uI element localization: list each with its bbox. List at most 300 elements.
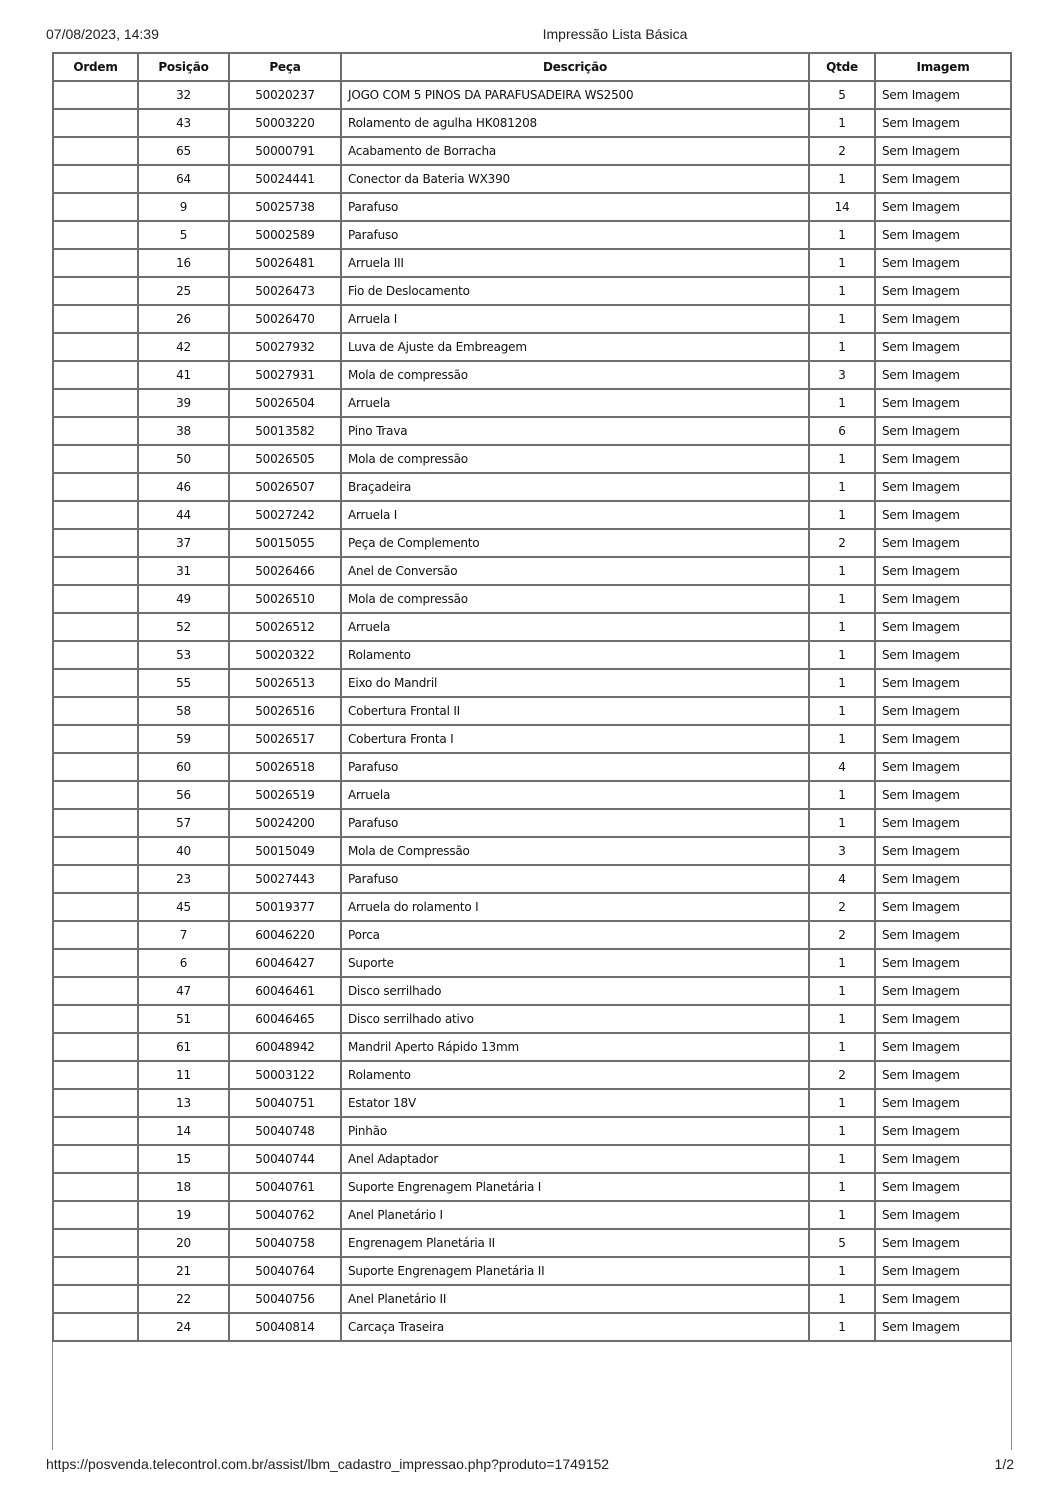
cell-imagem: Sem Imagem xyxy=(875,753,1011,781)
table-row xyxy=(53,333,1011,361)
cell-posicao: 42 xyxy=(138,333,229,361)
cell-imagem: Sem Imagem xyxy=(875,417,1011,445)
cell-imagem: Sem Imagem xyxy=(875,1145,1011,1173)
cell-peca: 50020237 xyxy=(229,81,341,109)
page-title-text: Impressão Lista Básica xyxy=(542,26,688,42)
cell-ordem xyxy=(53,249,138,277)
cell-peca: 50026470 xyxy=(229,305,341,333)
table-row xyxy=(53,921,1011,949)
cell-imagem: Sem Imagem xyxy=(875,697,1011,725)
parts-table xyxy=(52,52,1012,1342)
table-row xyxy=(53,753,1011,781)
cell-ordem xyxy=(53,949,138,977)
table-row xyxy=(53,781,1011,809)
cell-descricao: Luva de Ajuste da Embreagem xyxy=(341,333,809,361)
cell-ordem xyxy=(53,333,138,361)
cell-ordem xyxy=(53,753,138,781)
cell-imagem: Sem Imagem xyxy=(875,1061,1011,1089)
cell-qtde: 5 xyxy=(809,1229,875,1257)
cell-imagem: Sem Imagem xyxy=(875,137,1011,165)
cell-peca: 50025738 xyxy=(229,193,341,221)
cell-descricao: Arruela do rolamento I xyxy=(341,893,809,921)
cell-qtde: 6 xyxy=(809,417,875,445)
cell-ordem xyxy=(53,1201,138,1229)
cell-posicao: 52 xyxy=(138,613,229,641)
cell-qtde: 1 xyxy=(809,781,875,809)
cell-posicao: 43 xyxy=(138,109,229,137)
column-header-imagem: Imagem xyxy=(875,53,1011,81)
cell-ordem xyxy=(53,921,138,949)
cell-ordem xyxy=(53,641,138,669)
cell-qtde: 2 xyxy=(809,893,875,921)
cell-qtde: 2 xyxy=(809,1061,875,1089)
cell-peca: 50026519 xyxy=(229,781,341,809)
cell-ordem xyxy=(53,417,138,445)
cell-descricao: Engrenagem Planetária II xyxy=(341,1229,809,1257)
cell-qtde: 1 xyxy=(809,305,875,333)
table-row xyxy=(53,1285,1011,1313)
cell-posicao: 37 xyxy=(138,529,229,557)
cell-posicao: 13 xyxy=(138,1089,229,1117)
column-header-qtde: Qtde xyxy=(809,53,875,81)
column-header-ordem: Ordem xyxy=(53,53,138,81)
table-row xyxy=(53,109,1011,137)
cell-qtde: 1 xyxy=(809,1313,875,1341)
cell-imagem: Sem Imagem xyxy=(875,781,1011,809)
cell-peca: 60046220 xyxy=(229,921,341,949)
cell-posicao: 64 xyxy=(138,165,229,193)
table-row xyxy=(53,669,1011,697)
cell-imagem: Sem Imagem xyxy=(875,809,1011,837)
cell-imagem: Sem Imagem xyxy=(875,865,1011,893)
cell-ordem xyxy=(53,277,138,305)
cell-ordem xyxy=(53,1117,138,1145)
table-row xyxy=(53,445,1011,473)
cell-imagem: Sem Imagem xyxy=(875,109,1011,137)
cell-ordem xyxy=(53,1313,138,1341)
cell-descricao: Anel de Conversão xyxy=(341,557,809,585)
cell-qtde: 1 xyxy=(809,949,875,977)
cell-ordem xyxy=(53,305,138,333)
cell-posicao: 18 xyxy=(138,1173,229,1201)
page-number: 1/2 xyxy=(994,1456,1014,1472)
cell-imagem: Sem Imagem xyxy=(875,949,1011,977)
cell-posicao: 21 xyxy=(138,1257,229,1285)
cell-descricao: Parafuso xyxy=(341,753,809,781)
table-row xyxy=(53,977,1011,1005)
cell-peca: 60046461 xyxy=(229,977,341,1005)
cell-descricao: Fio de Deslocamento xyxy=(341,277,809,305)
cell-posicao: 56 xyxy=(138,781,229,809)
cell-descricao: Arruela I xyxy=(341,501,809,529)
cell-qtde: 1 xyxy=(809,249,875,277)
cell-imagem: Sem Imagem xyxy=(875,501,1011,529)
cell-posicao: 24 xyxy=(138,1313,229,1341)
cell-posicao: 47 xyxy=(138,977,229,1005)
cell-qtde: 2 xyxy=(809,529,875,557)
cell-posicao: 39 xyxy=(138,389,229,417)
cell-peca: 50026513 xyxy=(229,669,341,697)
table-row xyxy=(53,389,1011,417)
cell-posicao: 14 xyxy=(138,1117,229,1145)
cell-descricao: Parafuso xyxy=(341,865,809,893)
cell-qtde: 3 xyxy=(809,361,875,389)
table-row xyxy=(53,1033,1011,1061)
cell-descricao: Estator 18V xyxy=(341,1089,809,1117)
cell-peca: 50013582 xyxy=(229,417,341,445)
cell-descricao: Anel Adaptador xyxy=(341,1145,809,1173)
cell-qtde: 1 xyxy=(809,1117,875,1145)
cell-ordem xyxy=(53,473,138,501)
cell-posicao: 60 xyxy=(138,753,229,781)
cell-qtde: 14 xyxy=(809,193,875,221)
cell-qtde: 1 xyxy=(809,109,875,137)
cell-imagem: Sem Imagem xyxy=(875,333,1011,361)
cell-ordem xyxy=(53,613,138,641)
cell-posicao: 53 xyxy=(138,641,229,669)
cell-peca: 60046427 xyxy=(229,949,341,977)
cell-peca: 50003220 xyxy=(229,109,341,137)
cell-peca: 50026517 xyxy=(229,725,341,753)
table-row xyxy=(53,1089,1011,1117)
table-row xyxy=(53,165,1011,193)
cell-qtde: 1 xyxy=(809,1005,875,1033)
cell-qtde: 1 xyxy=(809,1033,875,1061)
cell-peca: 60046465 xyxy=(229,1005,341,1033)
cell-posicao: 31 xyxy=(138,557,229,585)
cell-peca: 50040764 xyxy=(229,1257,341,1285)
cell-peca: 50027931 xyxy=(229,361,341,389)
cell-imagem: Sem Imagem xyxy=(875,193,1011,221)
cell-ordem xyxy=(53,221,138,249)
table-row xyxy=(53,865,1011,893)
cell-qtde: 4 xyxy=(809,753,875,781)
cell-imagem: Sem Imagem xyxy=(875,277,1011,305)
cell-ordem xyxy=(53,585,138,613)
cell-qtde: 4 xyxy=(809,865,875,893)
table-row xyxy=(53,529,1011,557)
cell-descricao: Carcaça Traseira xyxy=(341,1313,809,1341)
cell-imagem: Sem Imagem xyxy=(875,1229,1011,1257)
cell-ordem xyxy=(53,1257,138,1285)
cell-imagem: Sem Imagem xyxy=(875,921,1011,949)
cell-qtde: 1 xyxy=(809,613,875,641)
cell-posicao: 25 xyxy=(138,277,229,305)
table-row xyxy=(53,81,1011,109)
cell-peca: 50027443 xyxy=(229,865,341,893)
cell-peca: 50015055 xyxy=(229,529,341,557)
cell-ordem xyxy=(53,193,138,221)
cell-qtde: 2 xyxy=(809,921,875,949)
cell-peca: 50040744 xyxy=(229,1145,341,1173)
cell-descricao: Parafuso xyxy=(341,809,809,837)
cell-descricao: Arruela III xyxy=(341,249,809,277)
cell-peca: 60048942 xyxy=(229,1033,341,1061)
cell-peca: 50026466 xyxy=(229,557,341,585)
cell-peca: 50040761 xyxy=(229,1173,341,1201)
table-row xyxy=(53,249,1011,277)
cell-posicao: 19 xyxy=(138,1201,229,1229)
cell-imagem: Sem Imagem xyxy=(875,1173,1011,1201)
cell-descricao: Disco serrilhado ativo xyxy=(341,1005,809,1033)
cell-descricao: Peça de Complemento xyxy=(341,529,809,557)
cell-descricao: Suporte Engrenagem Planetária II xyxy=(341,1257,809,1285)
cell-ordem xyxy=(53,361,138,389)
cell-imagem: Sem Imagem xyxy=(875,529,1011,557)
cell-posicao: 45 xyxy=(138,893,229,921)
table-row xyxy=(53,417,1011,445)
cell-descricao: Suporte xyxy=(341,949,809,977)
table-row xyxy=(53,305,1011,333)
cell-qtde: 1 xyxy=(809,1201,875,1229)
cell-descricao: JOGO COM 5 PINOS DA PARAFUSADEIRA WS2500 xyxy=(341,81,809,109)
table-row xyxy=(53,1229,1011,1257)
cell-imagem: Sem Imagem xyxy=(875,1285,1011,1313)
cell-ordem xyxy=(53,669,138,697)
cell-descricao: Mandril Aperto Rápido 13mm xyxy=(341,1033,809,1061)
cell-imagem: Sem Imagem xyxy=(875,361,1011,389)
cell-descricao: Mola de compressão xyxy=(341,585,809,613)
cell-posicao: 23 xyxy=(138,865,229,893)
cell-ordem xyxy=(53,165,138,193)
cell-descricao: Porca xyxy=(341,921,809,949)
table-row xyxy=(53,1313,1011,1341)
cell-ordem xyxy=(53,809,138,837)
cell-descricao: Cobertura Fronta I xyxy=(341,725,809,753)
cell-imagem: Sem Imagem xyxy=(875,1257,1011,1285)
cell-posicao: 57 xyxy=(138,809,229,837)
cell-peca: 50019377 xyxy=(229,893,341,921)
cell-descricao: Parafuso xyxy=(341,193,809,221)
cell-descricao: Anel Planetário II xyxy=(341,1285,809,1313)
cell-peca: 50027932 xyxy=(229,333,341,361)
column-header-descricao: Descrição xyxy=(341,53,809,81)
cell-descricao: Arruela I xyxy=(341,305,809,333)
cell-peca: 50040751 xyxy=(229,1089,341,1117)
cell-qtde: 1 xyxy=(809,697,875,725)
cell-qtde: 1 xyxy=(809,1145,875,1173)
cell-ordem xyxy=(53,837,138,865)
table-row xyxy=(53,193,1011,221)
cell-peca: 50040762 xyxy=(229,1201,341,1229)
cell-peca: 50040756 xyxy=(229,1285,341,1313)
cell-qtde: 1 xyxy=(809,165,875,193)
cell-posicao: 38 xyxy=(138,417,229,445)
cell-ordem xyxy=(53,1061,138,1089)
cell-ordem xyxy=(53,1005,138,1033)
cell-imagem: Sem Imagem xyxy=(875,249,1011,277)
cell-ordem xyxy=(53,501,138,529)
cell-posicao: 50 xyxy=(138,445,229,473)
cell-ordem xyxy=(53,529,138,557)
cell-descricao: Arruela xyxy=(341,781,809,809)
cell-posicao: 5 xyxy=(138,221,229,249)
table-header-row xyxy=(53,53,1011,81)
cell-imagem: Sem Imagem xyxy=(875,893,1011,921)
table-row xyxy=(53,1145,1011,1173)
cell-qtde: 1 xyxy=(809,977,875,1005)
cell-ordem xyxy=(53,1089,138,1117)
cell-imagem: Sem Imagem xyxy=(875,669,1011,697)
page-url: https://posvenda.telecontrol.com.br/assist/lbm_cadastro_impressao.php?produto=1749152 xyxy=(46,1456,610,1472)
table-row xyxy=(53,1005,1011,1033)
column-header-peca: Peça xyxy=(229,53,341,81)
cell-descricao: Pinhão xyxy=(341,1117,809,1145)
cell-ordem xyxy=(53,445,138,473)
cell-ordem xyxy=(53,1145,138,1173)
cell-imagem: Sem Imagem xyxy=(875,389,1011,417)
table-row xyxy=(53,361,1011,389)
cell-descricao: Cobertura Frontal II xyxy=(341,697,809,725)
cell-descricao: Suporte Engrenagem Planetária I xyxy=(341,1173,809,1201)
cell-peca: 50000791 xyxy=(229,137,341,165)
cell-imagem: Sem Imagem xyxy=(875,725,1011,753)
cell-posicao: 16 xyxy=(138,249,229,277)
cell-qtde: 1 xyxy=(809,1089,875,1117)
cell-descricao: Mola de Compressão xyxy=(341,837,809,865)
cell-qtde: 1 xyxy=(809,725,875,753)
cell-descricao: Anel Planetário I xyxy=(341,1201,809,1229)
cell-posicao: 6 xyxy=(138,949,229,977)
cell-ordem xyxy=(53,893,138,921)
cell-imagem: Sem Imagem xyxy=(875,221,1011,249)
cell-posicao: 46 xyxy=(138,473,229,501)
cell-descricao: Rolamento xyxy=(341,641,809,669)
cell-peca: 50026481 xyxy=(229,249,341,277)
cell-descricao: Mola de compressão xyxy=(341,361,809,389)
table-row xyxy=(53,837,1011,865)
cell-descricao: Arruela xyxy=(341,613,809,641)
cell-imagem: Sem Imagem xyxy=(875,1005,1011,1033)
cell-qtde: 3 xyxy=(809,837,875,865)
cell-peca: 50040758 xyxy=(229,1229,341,1257)
cell-descricao: Rolamento xyxy=(341,1061,809,1089)
table-row xyxy=(53,809,1011,837)
cell-imagem: Sem Imagem xyxy=(875,557,1011,585)
cell-qtde: 5 xyxy=(809,81,875,109)
cell-qtde: 1 xyxy=(809,641,875,669)
cell-descricao: Disco serrilhado xyxy=(341,977,809,1005)
cell-imagem: Sem Imagem xyxy=(875,837,1011,865)
table-row xyxy=(53,473,1011,501)
cell-posicao: 51 xyxy=(138,1005,229,1033)
cell-ordem xyxy=(53,137,138,165)
cell-peca: 50027242 xyxy=(229,501,341,529)
cell-imagem: Sem Imagem xyxy=(875,585,1011,613)
cell-peca: 50020322 xyxy=(229,641,341,669)
cell-qtde: 1 xyxy=(809,1257,875,1285)
cell-qtde: 1 xyxy=(809,1173,875,1201)
cell-qtde: 1 xyxy=(809,501,875,529)
cell-ordem xyxy=(53,1285,138,1313)
cell-peca: 50026512 xyxy=(229,613,341,641)
cell-peca: 50002589 xyxy=(229,221,341,249)
cell-imagem: Sem Imagem xyxy=(875,1033,1011,1061)
cell-posicao: 26 xyxy=(138,305,229,333)
cell-imagem: Sem Imagem xyxy=(875,1117,1011,1145)
cell-ordem xyxy=(53,977,138,1005)
cell-peca: 50040748 xyxy=(229,1117,341,1145)
cell-peca: 50026510 xyxy=(229,585,341,613)
cell-descricao: Arruela xyxy=(341,389,809,417)
parts-table-body xyxy=(53,81,1011,1341)
cell-imagem: Sem Imagem xyxy=(875,977,1011,1005)
cell-ordem xyxy=(53,1229,138,1257)
cell-posicao: 22 xyxy=(138,1285,229,1313)
cell-descricao: Mola de compressão xyxy=(341,445,809,473)
cell-imagem: Sem Imagem xyxy=(875,1089,1011,1117)
cell-peca: 50040814 xyxy=(229,1313,341,1341)
cell-imagem: Sem Imagem xyxy=(875,641,1011,669)
table-row xyxy=(53,893,1011,921)
cell-qtde: 1 xyxy=(809,221,875,249)
cell-imagem: Sem Imagem xyxy=(875,81,1011,109)
cell-descricao: Eixo do Mandril xyxy=(341,669,809,697)
cell-peca: 50015049 xyxy=(229,837,341,865)
cell-qtde: 1 xyxy=(809,669,875,697)
cell-qtde: 1 xyxy=(809,473,875,501)
cell-peca: 50003122 xyxy=(229,1061,341,1089)
cell-ordem xyxy=(53,781,138,809)
cell-posicao: 7 xyxy=(138,921,229,949)
table-row xyxy=(53,501,1011,529)
cell-qtde: 1 xyxy=(809,389,875,417)
cell-imagem: Sem Imagem xyxy=(875,445,1011,473)
table-row xyxy=(53,1173,1011,1201)
cell-ordem xyxy=(53,865,138,893)
table-row xyxy=(53,1201,1011,1229)
cell-posicao: 32 xyxy=(138,81,229,109)
cell-posicao: 49 xyxy=(138,585,229,613)
table-row xyxy=(53,221,1011,249)
cell-peca: 50026504 xyxy=(229,389,341,417)
cell-posicao: 9 xyxy=(138,193,229,221)
table-row xyxy=(53,949,1011,977)
cell-posicao: 15 xyxy=(138,1145,229,1173)
cell-ordem xyxy=(53,557,138,585)
cell-peca: 50024441 xyxy=(229,165,341,193)
cell-descricao: Braçadeira xyxy=(341,473,809,501)
cell-ordem xyxy=(53,389,138,417)
cell-qtde: 1 xyxy=(809,1285,875,1313)
table-row xyxy=(53,1257,1011,1285)
cell-ordem xyxy=(53,1173,138,1201)
cell-imagem: Sem Imagem xyxy=(875,1313,1011,1341)
cell-qtde: 2 xyxy=(809,137,875,165)
cell-posicao: 40 xyxy=(138,837,229,865)
cell-peca: 50026505 xyxy=(229,445,341,473)
cell-imagem: Sem Imagem xyxy=(875,305,1011,333)
cell-posicao: 61 xyxy=(138,1033,229,1061)
table-row xyxy=(53,613,1011,641)
cell-descricao: Acabamento de Borracha xyxy=(341,137,809,165)
cell-posicao: 11 xyxy=(138,1061,229,1089)
cell-ordem xyxy=(53,725,138,753)
cell-descricao: Parafuso xyxy=(341,221,809,249)
cell-peca: 50024200 xyxy=(229,809,341,837)
print-datetime: 07/08/2023, 14:39 xyxy=(46,26,159,42)
cell-descricao: Pino Trava xyxy=(341,417,809,445)
table-row xyxy=(53,277,1011,305)
cell-posicao: 44 xyxy=(138,501,229,529)
cell-peca: 50026516 xyxy=(229,697,341,725)
table-row xyxy=(53,1117,1011,1145)
cell-ordem xyxy=(53,697,138,725)
cell-imagem: Sem Imagem xyxy=(875,473,1011,501)
cell-peca: 50026507 xyxy=(229,473,341,501)
cell-qtde: 1 xyxy=(809,585,875,613)
cell-posicao: 59 xyxy=(138,725,229,753)
